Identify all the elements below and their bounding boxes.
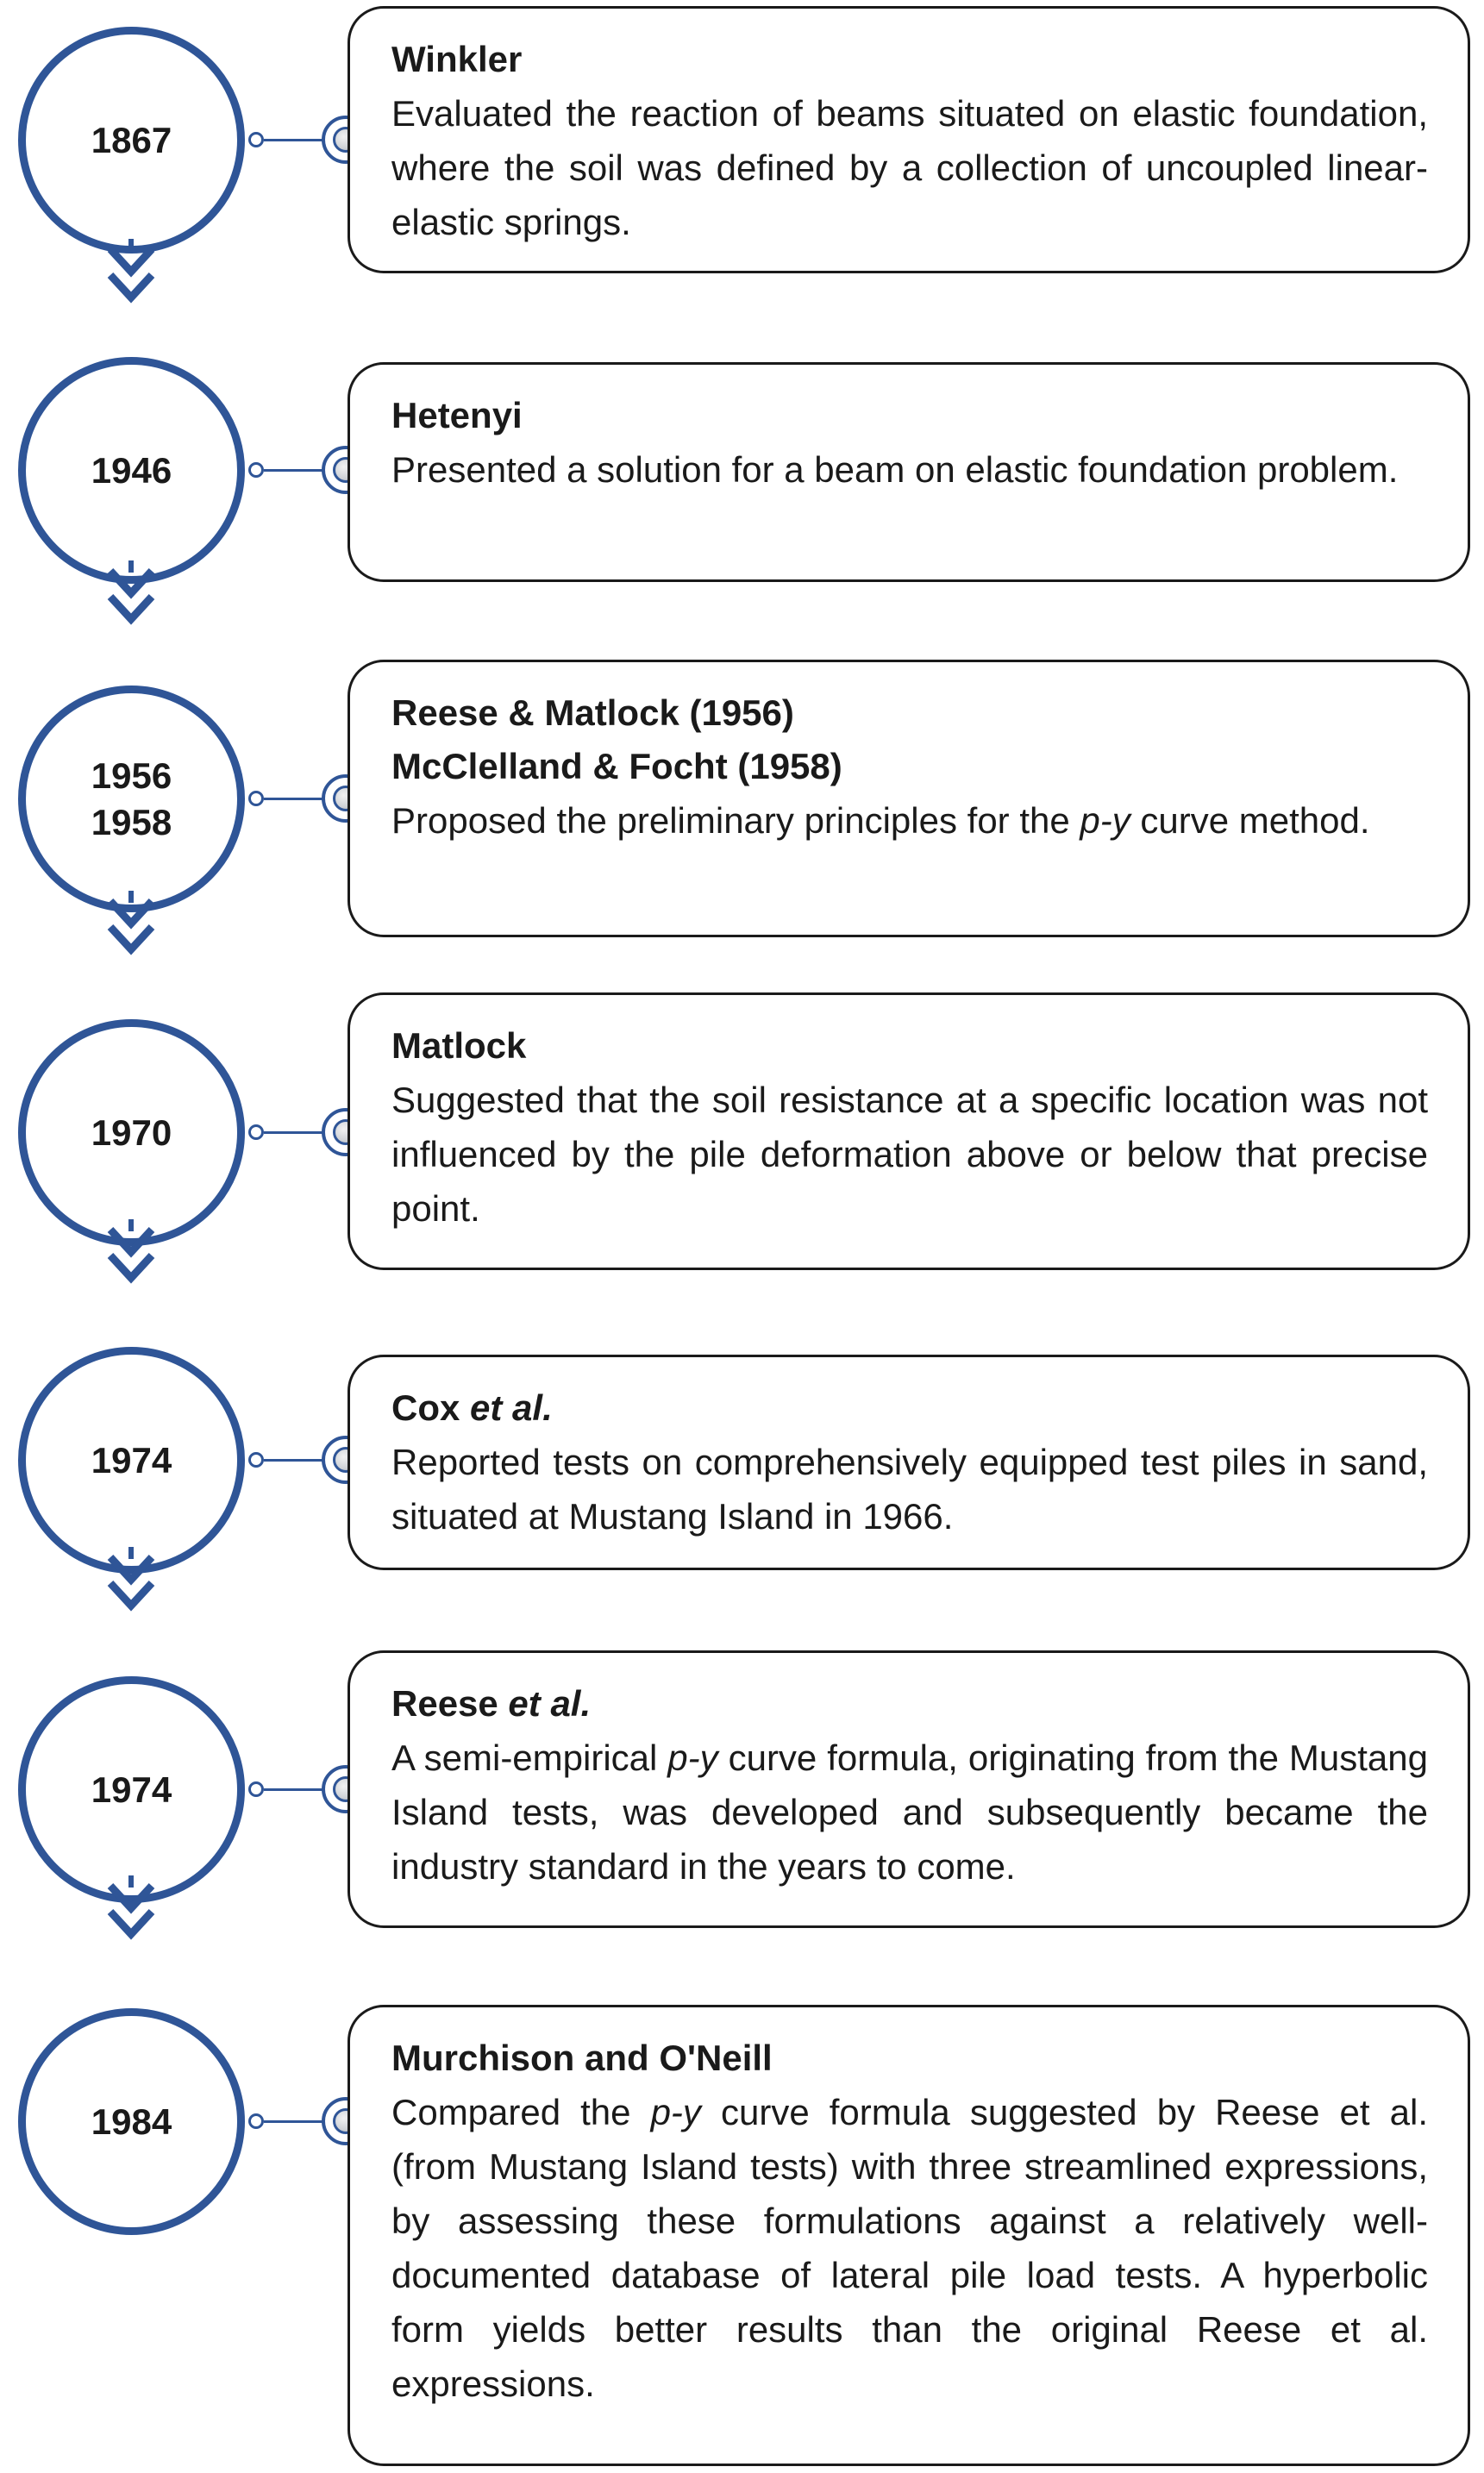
event-title-etal: et al.: [460, 1387, 553, 1428]
event-title: Reese & Matlock (1956): [391, 692, 794, 733]
connector-line: [264, 798, 322, 800]
connector-start-dot: [248, 1781, 264, 1797]
double-chevron-down-icon: [105, 1219, 157, 1302]
event-card: [348, 660, 1470, 937]
double-chevron-down-icon: [105, 891, 157, 974]
connector-line: [264, 469, 322, 472]
description-text: curve method.: [1130, 800, 1370, 841]
connector-start-dot: [248, 1124, 264, 1140]
year-label: 1946: [91, 449, 172, 491]
event-description: [391, 793, 1428, 848]
connector-start-dot: [248, 1452, 264, 1468]
italic-term: p-y: [650, 2092, 701, 2132]
event-title: Matlock: [391, 1025, 527, 1066]
double-chevron-down-icon: [105, 1875, 157, 1958]
event-title: McClelland & Focht (1958): [391, 746, 842, 786]
event-title: Hetenyi: [391, 395, 523, 435]
year-label: 1867: [91, 119, 172, 160]
connector-line: [264, 1131, 322, 1134]
event-description: [391, 1073, 1428, 1236]
description-text: curve formula suggested by Reese et al. (from Mustang Island tests) with three streamlined expressions, by assessing these formulations against a relatively well-documented database of lateral pile load tests. A hyperbolic form yields better results than the original Reese et al. expressions.: [391, 2092, 1428, 2404]
year-circle: [18, 686, 245, 912]
year-label: 1984: [91, 2100, 172, 2142]
italic-term: p-y: [667, 1737, 718, 1778]
double-chevron-down-icon: [105, 1547, 157, 1630]
event-title-author: Reese: [391, 1683, 498, 1724]
event-description: [391, 1731, 1428, 1894]
year-label: 1970: [91, 1111, 172, 1153]
event-card: [348, 1355, 1470, 1570]
description-text: Compared the: [391, 2092, 651, 2132]
event-card: [348, 1650, 1470, 1928]
event-title: [391, 1677, 1428, 1731]
event-title: Winkler: [391, 39, 523, 79]
event-card: [348, 362, 1470, 582]
year-circle: [18, 1676, 245, 1903]
year-circle: [18, 1347, 245, 1574]
description-text: curve formula, originating from the Mustang Island tests, was developed and subsequently became the industry standard in the years to come.: [391, 1737, 1428, 1887]
connector-start-dot: [248, 791, 264, 806]
connector-start-dot: [248, 132, 264, 147]
year-label: 1974: [91, 1439, 172, 1481]
event-description: [391, 442, 1428, 497]
year-label: 1974: [91, 1769, 172, 1810]
connector-start-dot: [248, 462, 264, 478]
year-label: 1956: [91, 754, 172, 796]
year-circle: [18, 27, 245, 254]
year-circle: [18, 357, 245, 584]
connector-line: [264, 2120, 322, 2123]
event-card: [348, 992, 1470, 1270]
event-title-author: Cox: [391, 1387, 460, 1428]
event-description: [391, 86, 1428, 249]
connector-line: [264, 1459, 322, 1462]
description-text: Suggested that the soil resistance at a specific location was not influenced by the pile deformation above or below that precise point.: [391, 1080, 1428, 1229]
event-title-etal: et al.: [498, 1683, 592, 1724]
event-card: [348, 6, 1470, 273]
event-title: [391, 1381, 1428, 1435]
event-title: Murchison and O'Neill: [391, 2038, 773, 2078]
year-label: 1958: [91, 801, 172, 842]
description-text: Evaluated the reaction of beams situated on elastic foundation, where the soil was defined by a collection of uncoupled linear-elastic springs.: [391, 93, 1428, 242]
italic-term: p-y: [1080, 800, 1130, 841]
event-description: [391, 2085, 1428, 2411]
description-text: Proposed the preliminary principles for the: [391, 800, 1080, 841]
description-text: A semi-empirical: [391, 1737, 668, 1778]
event-card: [348, 2005, 1470, 2466]
connector-line: [264, 139, 322, 141]
double-chevron-down-icon: [105, 239, 157, 322]
description-text: Reported tests on comprehensively equipped test piles in sand, situated at Mustang Island in 1966.: [391, 1442, 1428, 1537]
double-chevron-down-icon: [105, 560, 157, 643]
connector-start-dot: [248, 2113, 264, 2129]
event-description: [391, 1435, 1428, 1543]
year-circle: [18, 1019, 245, 1246]
connector-line: [264, 1788, 322, 1791]
year-circle: [18, 2008, 245, 2235]
description-text: Presented a solution for a beam on elastic foundation problem.: [391, 449, 1399, 490]
